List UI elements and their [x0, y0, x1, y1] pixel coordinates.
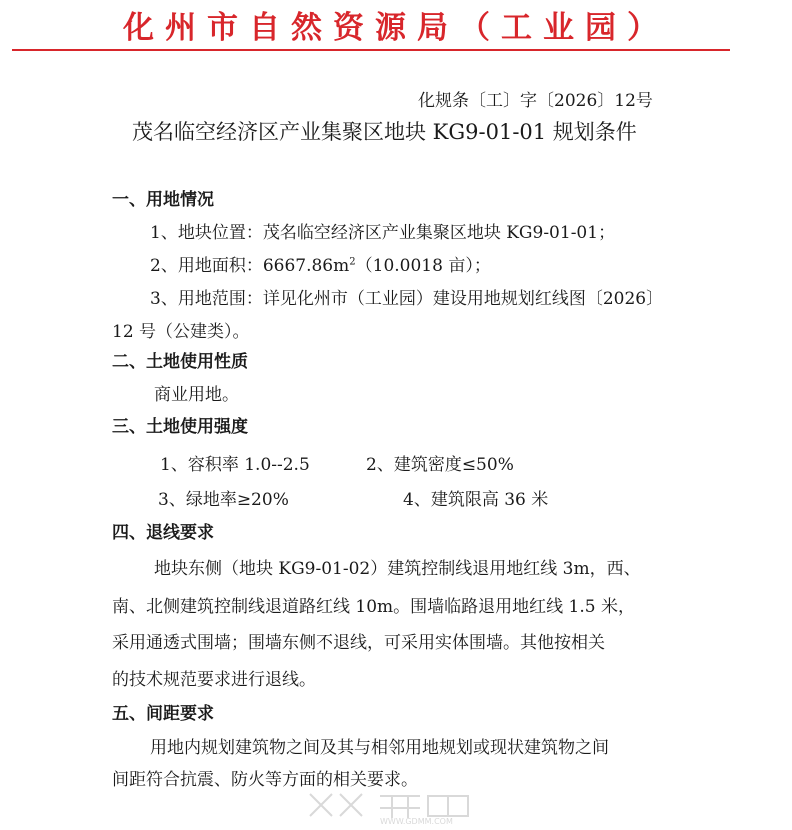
section-1-heading: 一、用地情况	[112, 190, 214, 210]
document-title: 茂名临空经济区产业集聚区地块 KG9-01-01 规划条件	[132, 120, 637, 144]
s1-range: 3、用地范围：详见化州市（工业园）建设用地规划红线图〔2026〕	[150, 289, 664, 309]
s5-line-1: 用地内规划建筑物之间及其与相邻用地规划或现状建筑物之间	[150, 738, 609, 758]
issuer-header: 化州市自然资源局（工业园）	[123, 10, 669, 46]
s2-land-use: 商业用地。	[154, 385, 239, 405]
s4-line-4: 的技术规范要求进行退线。	[112, 670, 316, 690]
s3-far: 1、容积率 1.0--2.5	[160, 455, 310, 475]
s3-height: 4、建筑限高 36 米	[403, 490, 549, 510]
document-number: 化规条〔工〕字〔2026〕12号	[418, 91, 653, 111]
s3-green: 3、绿地率≥20%	[158, 490, 289, 510]
section-2-heading: 二、土地使用性质	[112, 352, 248, 372]
section-3-heading: 三、土地使用强度	[112, 417, 248, 437]
s4-line-3: 采用通透式围墙；围墙东侧不退线，可采用实体围墙。其他按相关	[112, 633, 605, 653]
s4-line-1: 地块东侧（地块 KG9-01-02）建筑控制线退用地红线 3m，西、	[154, 559, 641, 579]
svg-text:WWW.GDMM.COM: WWW.GDMM.COM	[380, 817, 453, 826]
watermark-logo	[300, 786, 510, 826]
header-rule	[12, 49, 730, 51]
s1-location: 1、地块位置：茂名临空经济区产业集聚区地块 KG9-01-01；	[150, 223, 616, 243]
section-4-heading: 四、退线要求	[112, 523, 214, 543]
s5-line-2: 间距符合抗震、防火等方面的相关要求。	[112, 770, 418, 790]
section-5-heading: 五、间距要求	[112, 704, 214, 724]
s1-area: 2、用地面积：$6667.86m^2(10.0018$ 亩）；	[150, 256, 491, 276]
s1-range-cont: 12 号（公建类）。	[112, 322, 250, 342]
s3-density: 2、建筑密度≤50%	[366, 455, 514, 475]
s4-line-2: 南、北侧建筑控制线退道路红线 10m。围墙临路退用地红线 1.5 米，	[112, 597, 635, 617]
